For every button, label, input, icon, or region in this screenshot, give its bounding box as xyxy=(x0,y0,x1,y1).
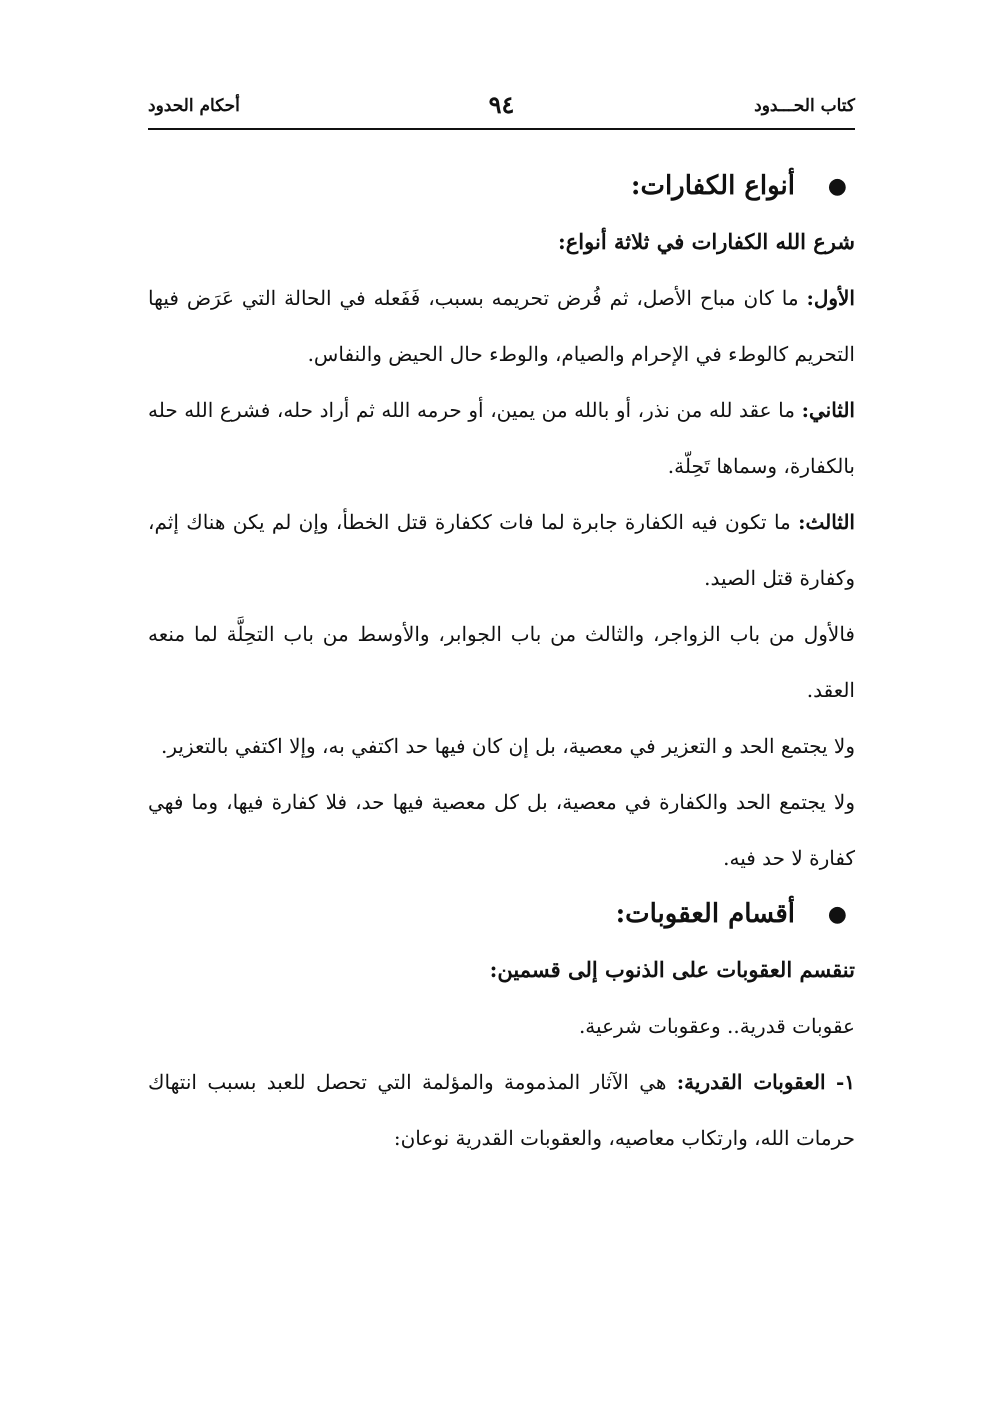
page-number: ٩٤ xyxy=(488,90,515,119)
uqubat-heading-text: أقسام العقوبات: xyxy=(615,899,795,929)
bullet-icon: ● xyxy=(827,901,847,927)
first-label: الأول: xyxy=(806,286,855,310)
kaffarat-heading xyxy=(148,158,855,214)
kaffara-type-first xyxy=(148,270,855,382)
first-text: ما كان مباح الأصل، ثم فُرض تحريمه بسبب، فَفَعله في الحالة التي عَرَض فيها التحريم كالوطء في الإحرام والصيام، والوطء حال الحيض والنفاس. xyxy=(148,286,855,366)
item1-number: ١- xyxy=(835,1070,856,1094)
page-body xyxy=(148,158,855,1166)
bullet-icon: ● xyxy=(827,173,847,199)
chapter-title: أحكام الحدود xyxy=(148,96,240,116)
uqubat-heading xyxy=(148,886,855,942)
paragraph-hadd-tazir: ولا يجتمع الحد و التعزير في معصية، بل إن كان فيها حد اكتفي به، وإلا اكتفي بالتعزير. xyxy=(161,734,855,758)
second-label: الثاني: xyxy=(801,398,855,422)
numbered-item-1 xyxy=(148,1054,855,1166)
header-rule xyxy=(148,128,855,130)
running-header xyxy=(148,90,855,126)
second-text: ما عقد لله من نذر، أو بالله من يمين، أو حرمه الله ثم أراد حله، فشرع الله حله بالكفارة، وسماها تَحِلّة. xyxy=(148,398,855,478)
third-label: الثالث: xyxy=(798,510,855,534)
book-title: كتاب الحـــدود xyxy=(754,96,855,116)
item1-text: هي الآثار المذمومة والمؤلمة التي تحصل للعبد بسبب انتهاك حرمات الله، وارتكاب معاصيه، والعقوبات القدرية نوعان: xyxy=(148,1070,855,1150)
uqubat-types: عقوبات قدرية.. وعقوبات شرعية. xyxy=(578,1014,855,1038)
paragraph-zawajir: فالأول من باب الزواجر، والثالث من باب الجوابر، والأوسط من باب التحِلَّة لما منعه العقد. xyxy=(148,622,855,702)
kaffara-type-second xyxy=(148,382,855,494)
third-text: ما تكون فيه الكفارة جابرة لما فات ككفارة قتل الخطأ، وإن لم يكن هناك إثم، وكفارة قتل الصيد. xyxy=(148,510,855,590)
kaffara-type-third xyxy=(148,494,855,606)
paragraph-hadd-kaffara: ولا يجتمع الحد والكفارة في معصية، بل كل معصية فيها حد، فلا كفارة فيها، وما فهي كفارة لا حد فيه. xyxy=(148,790,855,870)
kaffarat-heading-text: أنواع الكفارات: xyxy=(630,171,795,201)
kaffarat-intro: شرع الله الكفارات في ثلاثة أنواع: xyxy=(558,229,855,254)
item1-label: العقوبات القدرية: xyxy=(676,1070,826,1094)
uqubat-intro: تنقسم العقوبات على الذنوب إلى قسمين: xyxy=(489,957,855,982)
